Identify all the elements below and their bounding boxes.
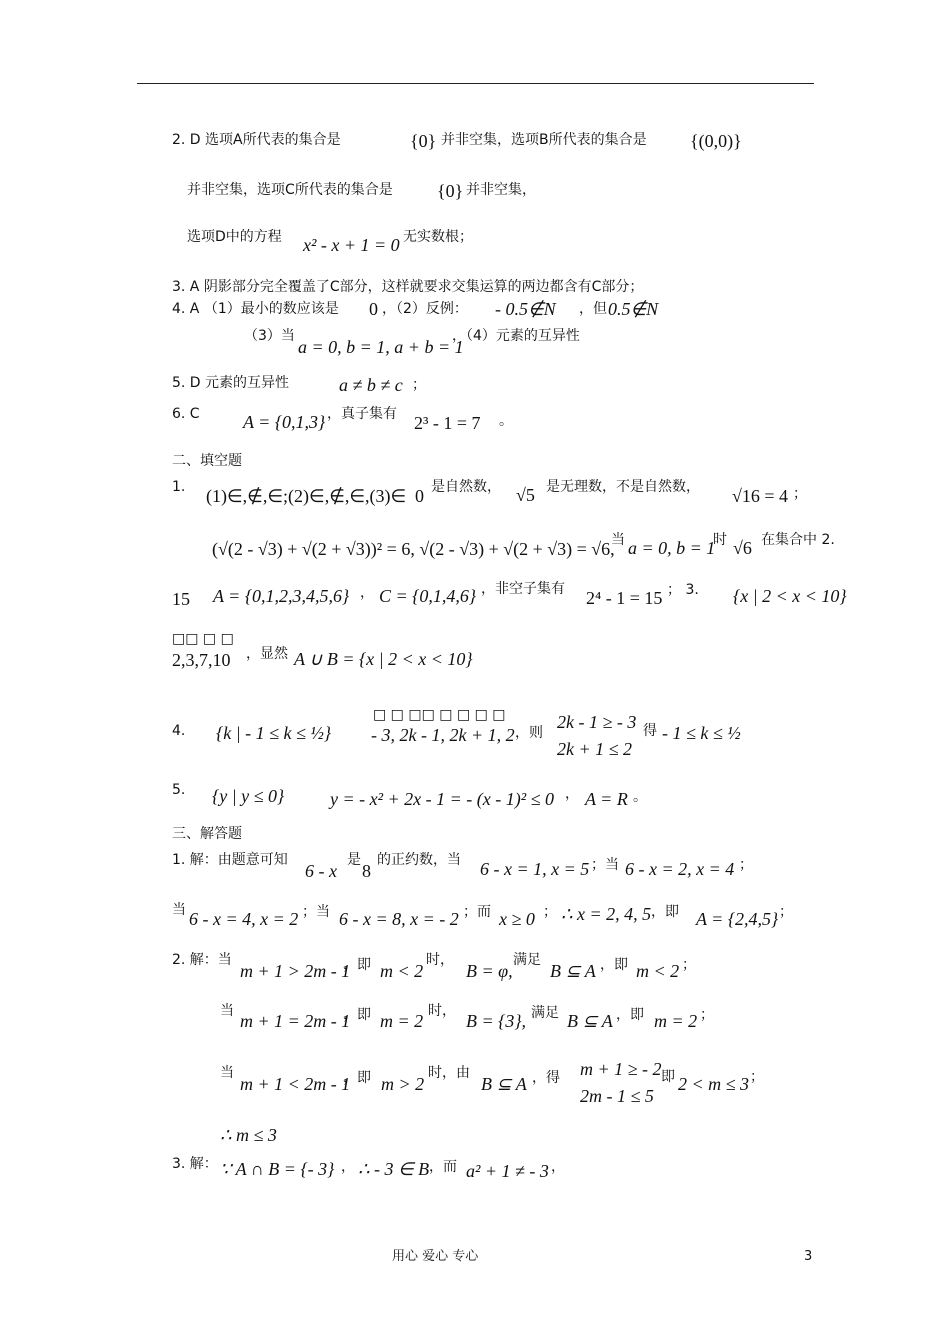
text-line: x ≥ 0 bbox=[499, 909, 535, 929]
text-line: A = {0,1,2,3,4,5,6} bbox=[213, 586, 350, 606]
text-line: 当 bbox=[220, 1065, 234, 1081]
text-line: 8 bbox=[362, 861, 371, 881]
text-line: B ⊆ A bbox=[550, 961, 596, 981]
text-line: 。 bbox=[499, 413, 513, 429]
text-line: {x | 2 < x < 10} bbox=[733, 586, 847, 606]
text-line: 0 bbox=[369, 299, 378, 319]
text-line: ，显然 bbox=[246, 646, 288, 662]
text-line: a² + 1 ≠ - 3 bbox=[466, 1161, 549, 1181]
text-line: A = R bbox=[585, 789, 628, 809]
text-line: 5. bbox=[172, 782, 186, 798]
text-line: m + 1 > 2m - 1 bbox=[240, 961, 351, 981]
text-line: 2,3,7,10 bbox=[172, 650, 231, 670]
text-line: 在集合中 2. bbox=[761, 532, 835, 548]
text-line: √5 bbox=[516, 485, 535, 505]
text-line: a ≠ b ≠ c bbox=[339, 375, 403, 395]
text-line: 6 - x = 8, x = - 2 bbox=[339, 909, 459, 929]
text-line: 三、解答题 bbox=[172, 826, 242, 842]
footer-text: 用心 爱心 专心 bbox=[392, 1249, 479, 1264]
text-line: 6 - x = 1, x = 5 bbox=[480, 859, 590, 879]
text-line: ，得 bbox=[532, 1070, 560, 1086]
text-line: C = {0,1,4,6} bbox=[379, 586, 477, 606]
text-line: 时， bbox=[426, 952, 454, 968]
text-line: B ⊆ A bbox=[567, 1011, 613, 1031]
text-line: ，（2）反例： bbox=[382, 301, 468, 317]
text-line: 时， bbox=[428, 1003, 456, 1019]
text-line: m = 2 bbox=[380, 1011, 424, 1031]
text-line: 并非空集， bbox=[466, 182, 536, 198]
text-line: ； bbox=[750, 1069, 764, 1085]
text-line: A = {2,4,5} bbox=[696, 909, 779, 929]
text-line: - 1 ≤ k ≤ ½ bbox=[662, 723, 741, 743]
text-line: 是自然数， bbox=[431, 479, 501, 495]
text-line: {y | y ≤ 0} bbox=[212, 786, 285, 806]
text-line: 6. C bbox=[172, 406, 200, 422]
text-line: 即 bbox=[661, 1069, 675, 1085]
text-line: {0} bbox=[410, 131, 437, 151]
text-line: √6 bbox=[733, 538, 752, 558]
text-line: ∴ - 3 ∈ B bbox=[358, 1159, 430, 1179]
text-line: 4. bbox=[172, 723, 186, 739]
text-line: a = 0, b = 1 bbox=[628, 538, 716, 558]
text-line: B ⊆ A bbox=[481, 1074, 527, 1094]
text-line: 1. bbox=[172, 479, 186, 495]
text-line: 当 bbox=[220, 1003, 234, 1019]
text-line: 2m - 1 ≤ 5 bbox=[580, 1086, 654, 1106]
text-line: ，即 bbox=[651, 904, 679, 920]
text-line: ，即 bbox=[343, 1070, 371, 1086]
text-line: 时，由 bbox=[428, 1065, 470, 1081]
text-line: 0.5∉N bbox=[608, 299, 659, 319]
text-line: m > 2 bbox=[381, 1074, 425, 1094]
text-line: B = {3}, bbox=[466, 1011, 527, 1031]
text-line: 满足 bbox=[513, 952, 541, 968]
text-line: （3）当 bbox=[244, 328, 295, 344]
text-line: 6 - x = 4, x = 2 bbox=[189, 909, 299, 929]
text-line: {k | - 1 ≤ k ≤ ½} bbox=[216, 723, 332, 743]
text-line: √16 = 4 bbox=[732, 486, 789, 506]
text-line: 2k - 1 ≥ - 3 bbox=[557, 712, 637, 732]
text-line: ，即 bbox=[616, 1007, 644, 1023]
text-line: A = {0,1,3} bbox=[243, 412, 326, 432]
text-line: ， bbox=[551, 1159, 565, 1175]
text-line: m + 1 = 2m - 1 bbox=[240, 1011, 351, 1031]
text-line: (1)∈,∉,∈;(2)∈,∉,∈,(3)∈ bbox=[206, 486, 407, 506]
text-line: 时 bbox=[713, 532, 727, 548]
text-line: 3. 解： bbox=[172, 1156, 218, 1172]
text-line: m + 1 < 2m - 1 bbox=[240, 1074, 351, 1094]
text-line: ；当 bbox=[302, 904, 330, 920]
text-line: ，即 bbox=[343, 1007, 371, 1023]
text-line: m + 1 ≥ - 2 bbox=[580, 1059, 662, 1079]
text-line: m < 2 bbox=[636, 961, 680, 981]
text-line: (√(2 - √3) + √(2 + √3))² = 6, √(2 - √3) + √(2 + √3) = √6, bbox=[212, 539, 615, 559]
text-line: ； 3. bbox=[667, 582, 699, 598]
text-line: □□ □ □ bbox=[172, 631, 234, 647]
text-line: 3. A 阴影部分完全覆盖了C部分，这样就要求交集运算的两边都含有C部分； bbox=[172, 279, 644, 295]
text-line: 。 bbox=[633, 789, 647, 805]
text-line: 是无理数，不是自然数， bbox=[546, 479, 700, 495]
text-line: 二、填空题 bbox=[172, 453, 242, 469]
text-line: ，非空子集有 bbox=[481, 581, 565, 597]
text-line: ，但 bbox=[579, 301, 607, 317]
header-rule bbox=[137, 83, 814, 84]
text-line: ， bbox=[565, 786, 579, 802]
text-line: □ □ □□ □ □ □ □ bbox=[373, 707, 506, 723]
text-line: ， bbox=[360, 585, 374, 601]
text-line: 当 bbox=[172, 902, 186, 918]
text-line: ，即 bbox=[343, 957, 371, 973]
text-line: 2³ - 1 = 7 bbox=[414, 413, 481, 433]
text-line: 6 - x bbox=[305, 861, 337, 881]
text-line: 满足 bbox=[531, 1005, 559, 1021]
text-line: 的正约数，当 bbox=[377, 852, 461, 868]
text-line: ； bbox=[543, 904, 557, 920]
text-line: y = - x² + 2x - 1 = - (x - 1)² ≤ 0 bbox=[330, 789, 555, 809]
text-line: ； bbox=[412, 377, 426, 393]
text-line: ；而 bbox=[463, 904, 491, 920]
text-line: a = 0, b = 1, a + b = 1 bbox=[298, 337, 464, 357]
text-line: 2. 解：当 bbox=[172, 952, 232, 968]
text-line: 是 bbox=[347, 852, 361, 868]
page-number: 3 bbox=[804, 1249, 813, 1264]
text-line: ， bbox=[341, 1159, 355, 1175]
text-line: A ∪ B = {x | 2 < x < 10} bbox=[294, 649, 473, 669]
text-line: 5. D 元素的互异性 bbox=[172, 375, 290, 391]
text-line: 2. D 选项A所代表的集合是 bbox=[172, 132, 341, 148]
text-line: 得 bbox=[643, 723, 657, 739]
text-line: 2k + 1 ≤ 2 bbox=[557, 739, 633, 759]
text-line: m = 2 bbox=[654, 1011, 698, 1031]
text-line: 1. 解：由题意可知 bbox=[172, 852, 288, 868]
text-line: ∴ m ≤ 3 bbox=[220, 1125, 277, 1145]
text-line: 2 < m ≤ 3 bbox=[678, 1074, 750, 1094]
text-line: 当 bbox=[611, 532, 625, 548]
text-line: ； bbox=[779, 904, 793, 920]
text-line: 并非空集，选项C所代表的集合是 bbox=[187, 182, 393, 198]
text-line: m < 2 bbox=[380, 961, 424, 981]
text-line: 并非空集，选项B所代表的集合是 bbox=[441, 132, 647, 148]
text-line: 6 - x = 2, x = 4 bbox=[625, 859, 735, 879]
text-line: ，而 bbox=[429, 1159, 457, 1175]
text-line: ∵ A ∩ B = {- 3} bbox=[220, 1159, 335, 1179]
text-line: 15 bbox=[172, 589, 190, 609]
text-line: {(0,0)} bbox=[690, 131, 742, 151]
text-line: x² - x + 1 = 0 bbox=[303, 235, 400, 255]
text-line: 2⁴ - 1 = 15 bbox=[586, 588, 663, 608]
text-line: {0} bbox=[437, 181, 464, 201]
text-line: ，真子集有 bbox=[327, 406, 397, 422]
text-line: - 3, 2k - 1, 2k + 1, 2 bbox=[371, 725, 515, 745]
text-line: ；当 bbox=[591, 857, 619, 873]
text-line: ，（4）元素的互异性 bbox=[452, 328, 580, 344]
text-line: ； bbox=[793, 486, 807, 502]
text-line: ，即 bbox=[600, 957, 628, 973]
text-line: ∴ x = 2, 4, 5 bbox=[561, 904, 652, 924]
text-line: ； bbox=[700, 1007, 714, 1023]
text-line: - 0.5∉N bbox=[495, 299, 556, 319]
text-line: ； bbox=[682, 957, 696, 973]
text-line: 无实数根； bbox=[403, 229, 473, 245]
text-line: ，则 bbox=[515, 725, 543, 741]
text-line: B = φ, bbox=[466, 961, 513, 981]
text-line: ； bbox=[739, 857, 753, 873]
text-line: 0 bbox=[415, 486, 424, 506]
text-line: 选项D中的方程 bbox=[187, 229, 282, 245]
text-line: 4. A （1）最小的数应该是 bbox=[172, 301, 339, 317]
